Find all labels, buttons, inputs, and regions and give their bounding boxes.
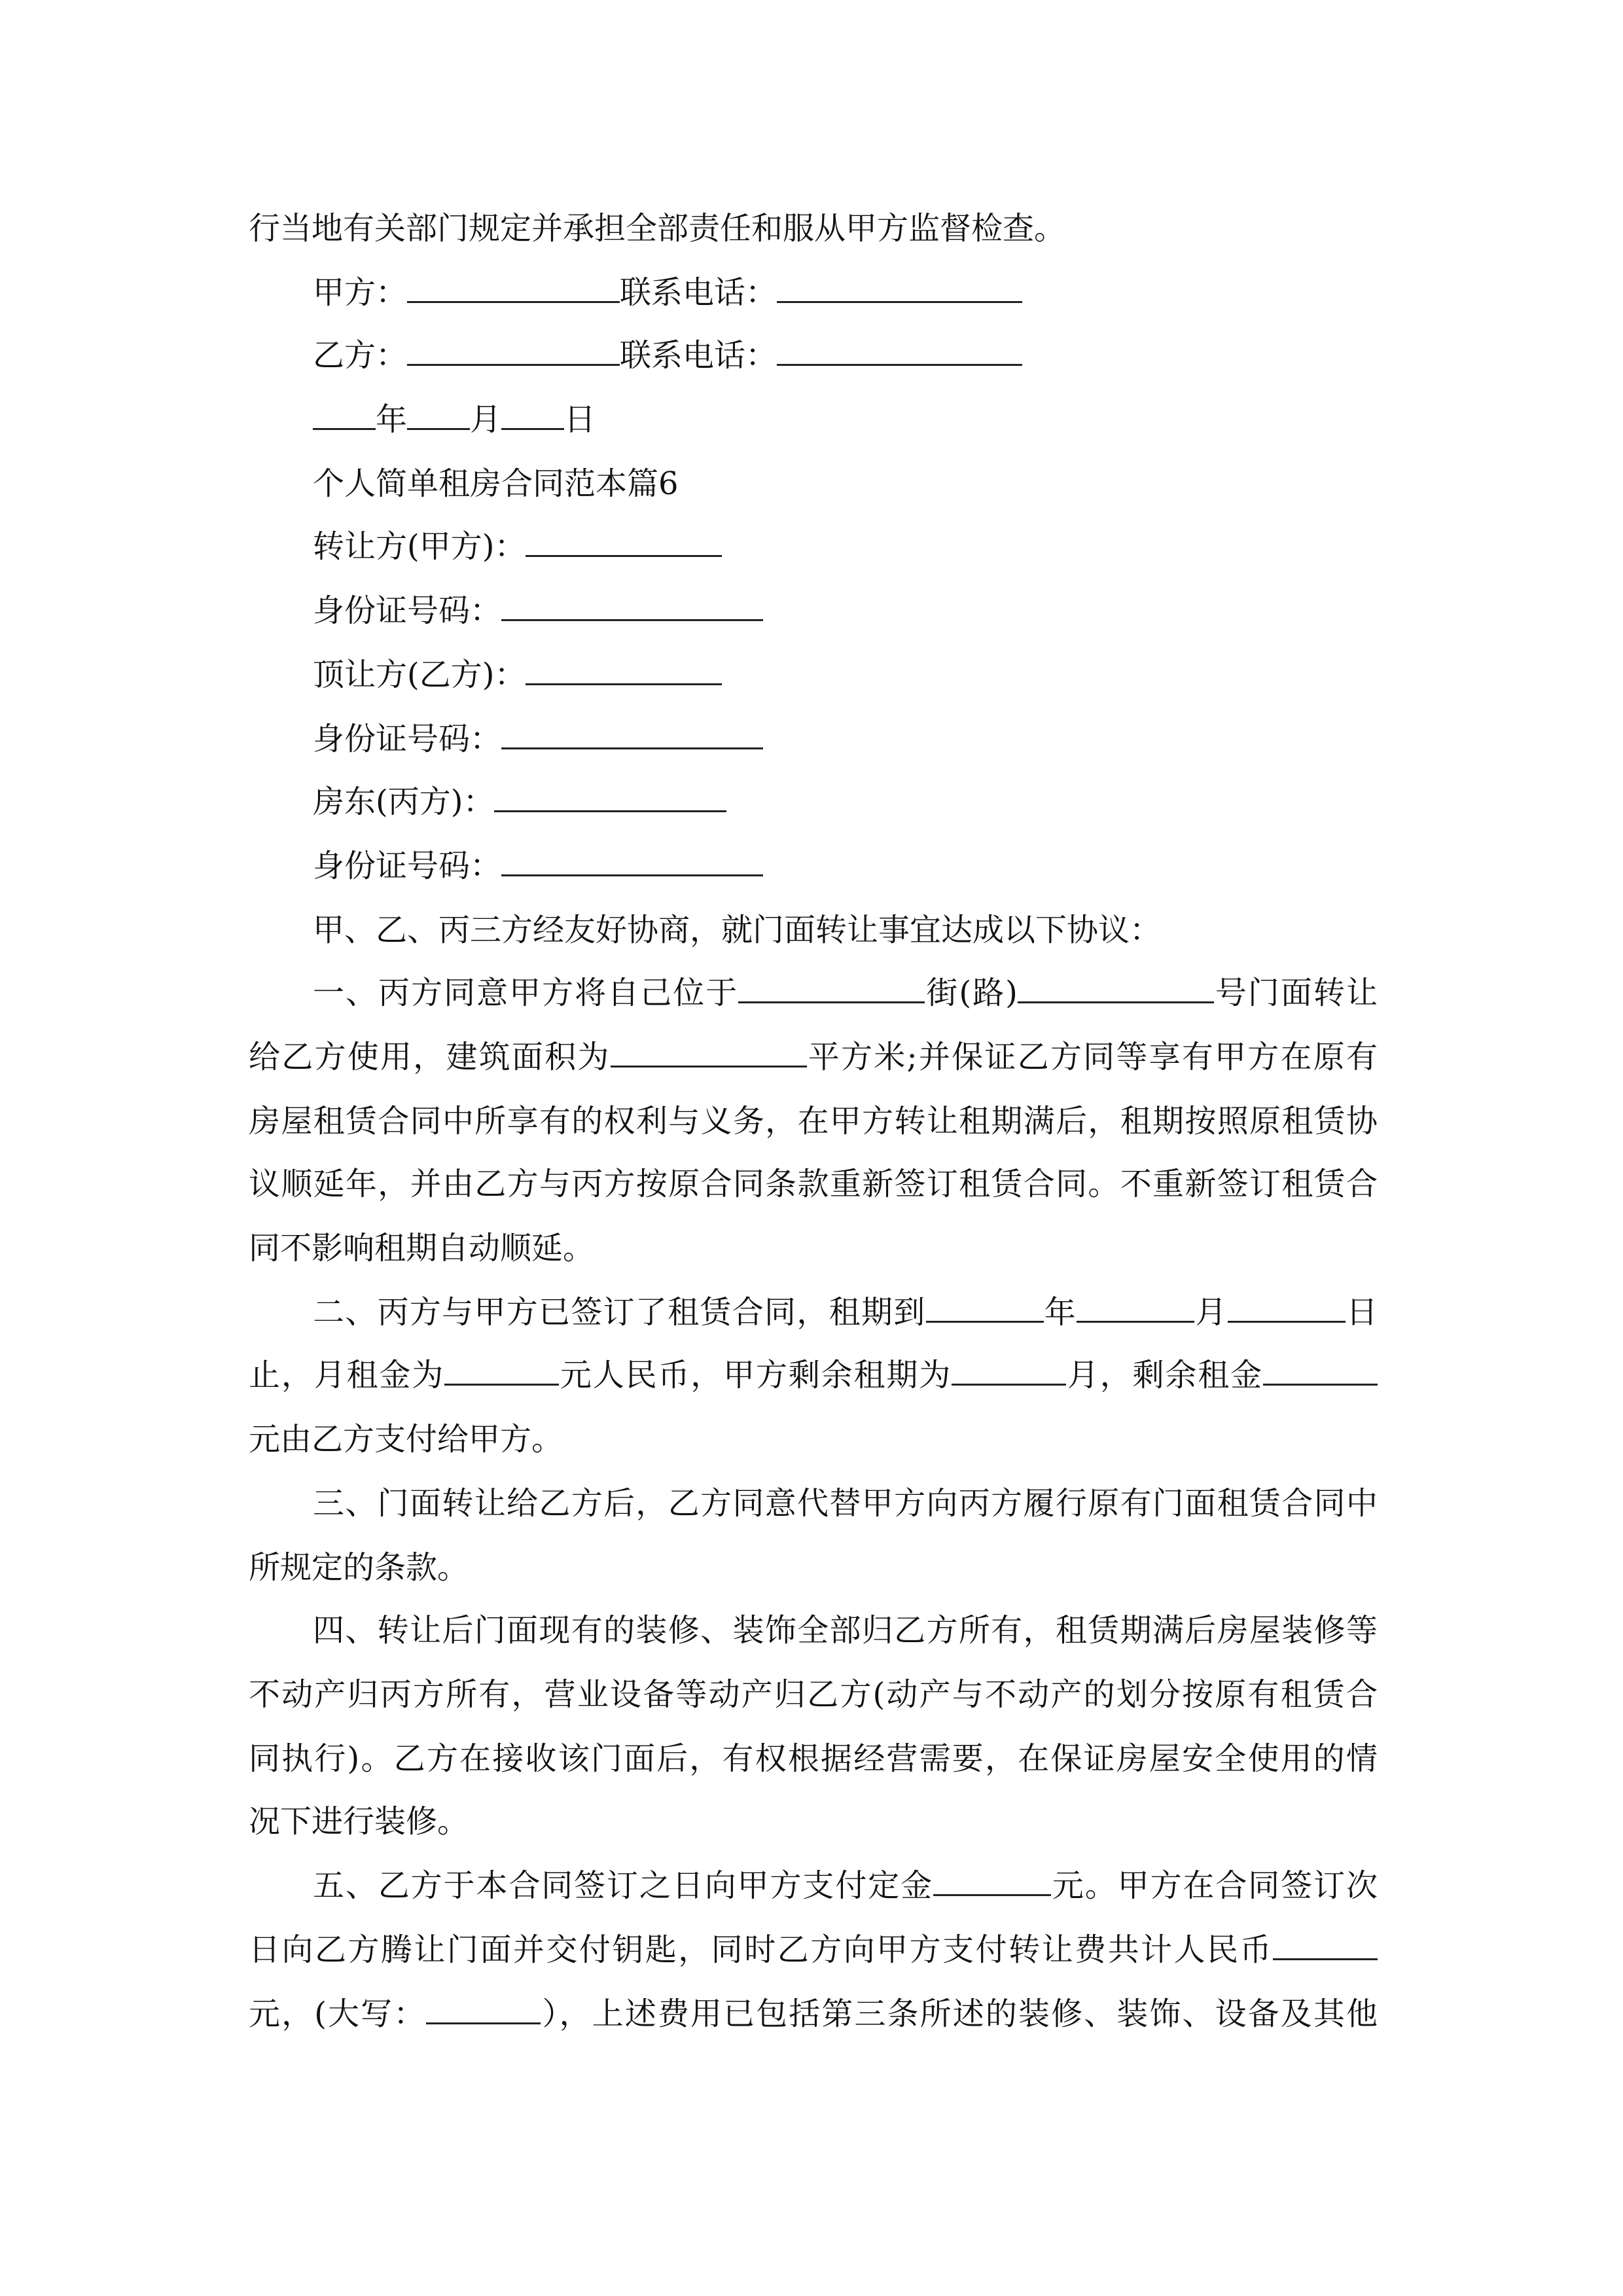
blank-field[interactable] [526,528,722,557]
blank-field[interactable] [738,974,925,1003]
clause-2-line: 二、丙方与甲方已签订了租赁合同，租期到 年 月 日 [313,1294,1378,1331]
blank-field[interactable] [1077,1293,1194,1323]
blank-field[interactable] [611,1038,807,1067]
text-line: 行当地有关部门规定并承担全部责任和服从甲方监督检查。 [249,210,1066,247]
id-number-line: 身份证号码： [313,834,1378,898]
id-number-line: 身份证号码： [313,707,1378,771]
transferor-line: 转让方(甲方)： [313,514,1378,579]
party-b-line: 乙方： 联系电话： [313,323,1378,387]
clause-3-line: 所规定的条款。 [249,1549,469,1586]
clause-2-line: 止，月租金为 元人民币，甲方剩余租期为 月，剩余租金 [249,1343,1378,1407]
blank-field[interactable] [1263,1356,1378,1386]
clause-4-line: 四、转让后门面现有的装修、装饰全部归乙方所有，租赁期满后房屋装修等 [313,1612,1378,1649]
clause-4-line: 不动产归丙方所有，营业设备等动产归乙方(动产与不动产的划分按原有租赁合 [249,1676,1378,1713]
clause-5-line: 日向乙方腾让门面并交付钥匙，同时乙方向甲方支付转让费共计人民币 [249,1918,1378,1982]
clause-1-line: 同不影响租期自动顺延。 [249,1230,595,1266]
clause-5-line: 元，(大写： ），上述费用已包括第三条所述的装修、装饰、设备及其他 [249,1996,1378,2032]
party-a-line: 甲方： 联系电话： [313,260,1378,325]
blank-field[interactable] [426,1995,541,2024]
clause-2-line: 元由乙方支付给甲方。 [249,1421,563,1458]
blank-field[interactable] [777,274,1022,303]
blank-field[interactable] [1228,1293,1346,1323]
blank-field[interactable] [407,274,620,303]
transferee-line: 顶让方(乙方)： [313,643,1378,707]
blank-field[interactable] [501,720,763,749]
clause-1-line: 给乙方使用，建筑面积为 平方米;并保证乙方同等享有甲方在原有 [249,1039,1378,1075]
clause-1-line: 一、丙方同意甲方将自己位于 街(路) 号门面转让 [313,975,1378,1011]
blank-field[interactable] [926,1293,1044,1323]
clause-4-line: 同执行)。乙方在接收该门面后，有权根据经营需要，在保证房屋安全使用的情 [249,1740,1378,1777]
clause-1-line: 议顺延年，并由乙方与丙方按原合同条款重新签订租赁合同。不重新签订租赁合 [249,1166,1378,1202]
text-line: 甲、乙、丙三方经友好协商，就门面转让事宜达成以下协议： [313,912,1162,948]
blank-field[interactable] [952,1356,1066,1386]
blank-field[interactable] [501,401,564,430]
clause-5-line: 五、乙方于本合同签订之日向甲方支付定金 元。甲方在合同签订次 [313,1867,1378,1904]
blank-field[interactable] [444,1356,559,1386]
id-number-line: 身份证号码： [313,579,1378,643]
blank-field[interactable] [933,1867,1051,1896]
blank-field[interactable] [1273,1931,1378,1960]
clause-4-line: 况下进行装修。 [249,1803,469,1840]
landlord-line: 房东(丙方)： [313,770,1378,834]
clause-1-line: 房屋租赁合同中所享有的权利与义务，在甲方转让租期满后，租期按照原租赁协 [249,1103,1378,1139]
blank-field[interactable] [313,401,376,430]
blank-field[interactable] [777,336,1022,366]
clause-3-line: 三、门面转让给乙方后，乙方同意代替甲方向丙方履行原有门面租赁合同中 [313,1485,1378,1522]
section-title: 个人简单租房合同范本篇6 [313,465,679,502]
blank-field[interactable] [407,401,470,430]
date-line: 年 月 日 [313,387,1378,452]
blank-field[interactable] [407,336,620,366]
blank-field[interactable] [1018,974,1214,1003]
blank-field[interactable] [494,783,726,812]
blank-field[interactable] [526,656,722,685]
blank-field[interactable] [501,847,763,876]
blank-field[interactable] [501,592,763,621]
